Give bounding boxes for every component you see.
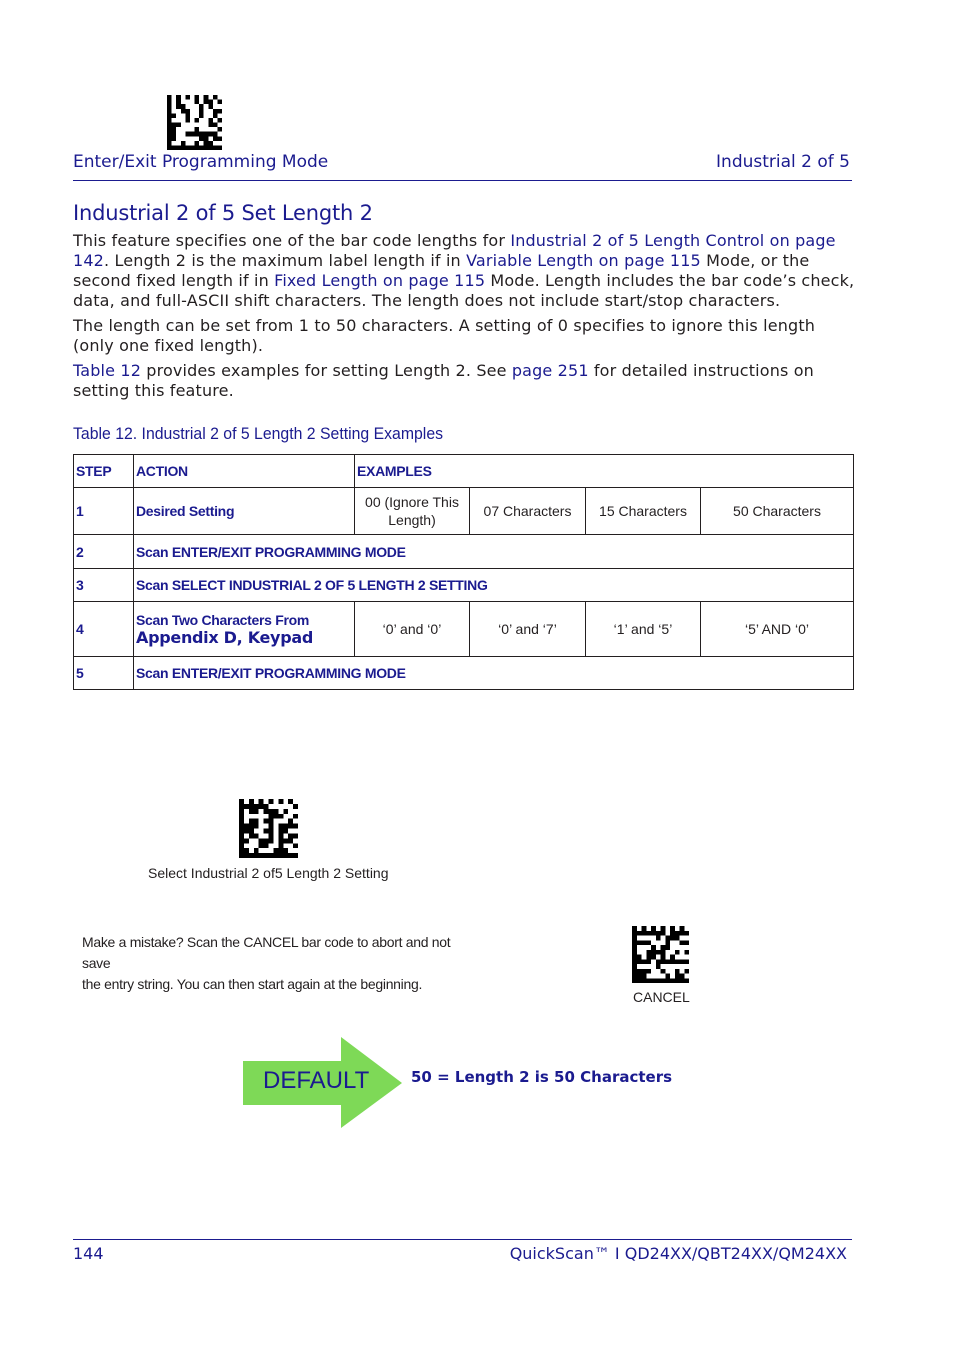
p1-text-4: Mode. Length includes the bar code’s check, data, and full-ASCII shift characters. The length does not include start/stop characters. [73,271,855,310]
p3-text-2: for detailed instructions on setting this feature. [73,361,814,400]
table-row [74,569,854,602]
section-title: Industrial 2 of 5 Set Length 2 [73,201,373,225]
example-cell: ‘1’ and ‘5’ [586,602,701,657]
qr-svg [167,95,222,150]
step-action-cell [134,602,355,657]
step-action: Scan ENTER/EXIT PROGRAMMING MODE [134,535,854,569]
table-caption: Table 12. Industrial 2 of 5 Length 2 Setting Examples [73,424,444,443]
link-table-12[interactable]: Table 12 [73,361,142,380]
footer-rule [73,1239,852,1240]
page-number: 144 [73,1244,104,1263]
header-action: ACTION [134,455,355,488]
paragraph-2: The length can be set from 1 to 50 characters. A setting of 0 specifies to ignore this length (only one fixed length). [73,316,816,355]
link-length-control[interactable]: Industrial 2 of 5 Length Control on page 142 [73,231,836,270]
select-length-2-barcode [239,799,298,858]
note-line-2: the entry string. You can then start again at the beginning. [82,976,423,992]
default-label: DEFAULT [263,1067,370,1094]
example-cell: 15 Characters [586,488,701,535]
p1-text-1: This feature specifies one of the bar code lengths for [73,231,511,250]
p3-text-1: provides examples for setting Length 2. See [141,361,512,380]
table-row [74,535,854,569]
link-appendix-d[interactable]: Appendix D, Keypad [136,627,313,647]
product-name: QuickScan™ I QD24XX/QBT24XX/QM24XX [509,1244,847,1263]
example-cell: ‘5’ AND ‘0’ [701,602,854,657]
table-row [74,602,854,657]
step-action: Scan Two Characters From [136,611,310,628]
header-examples: EXAMPLES [355,455,854,488]
table-row [74,657,854,690]
paragraph-1 [73,231,855,311]
p1-text-2: . Length 2 is the maximum label length if in [104,251,467,270]
step-number: 4 [74,602,134,657]
step-action: Scan ENTER/EXIT PROGRAMMING MODE [134,657,854,690]
example-cell: ‘0’ and ‘0’ [355,602,470,657]
link-variable-length[interactable]: Variable Length on page 115 [466,251,701,270]
enter-exit-barcode [167,95,222,150]
example-cell: 50 Characters [701,488,854,535]
header-step: STEP [74,455,134,488]
mistake-note [82,932,482,995]
step-number: 2 [74,535,134,569]
paragraph-3 [73,361,855,401]
header-rule [73,180,852,181]
table-header-row [74,455,854,488]
note-line-1: Make a mistake? Scan the CANCEL bar code to abort and not save [82,934,451,971]
header-left: Enter/Exit Programming Mode [73,152,329,172]
default-value-text: 50 = Length 2 is 50 Characters [411,1068,673,1086]
cancel-caption: CANCEL [633,989,690,1005]
qr-svg [632,926,689,983]
example-cell: ‘0’ and ‘7’ [470,602,586,657]
select-barcode-caption: Select Industrial 2 of5 Length 2 Setting [148,865,389,881]
cancel-barcode [632,926,689,983]
step-number: 3 [74,569,134,602]
step-action: Desired Setting [134,488,355,535]
link-page-251[interactable]: page 251 [511,361,589,380]
example-cell: 07 Characters [470,488,586,535]
settings-table [73,454,854,690]
qr-svg [239,799,298,858]
step-action: Scan SELECT INDUSTRIAL 2 OF 5 LENGTH 2 SETTING [134,569,854,602]
link-fixed-length[interactable]: Fixed Length on page 115 [274,271,486,290]
table-row [74,488,854,535]
step-number: 5 [74,657,134,690]
p1-text-3: Mode, or the second fixed length if in [73,251,810,290]
example-cell: 00 (Ignore This Length) [355,488,470,535]
header-right: Industrial 2 of 5 [716,152,850,172]
step-number: 1 [74,488,134,535]
